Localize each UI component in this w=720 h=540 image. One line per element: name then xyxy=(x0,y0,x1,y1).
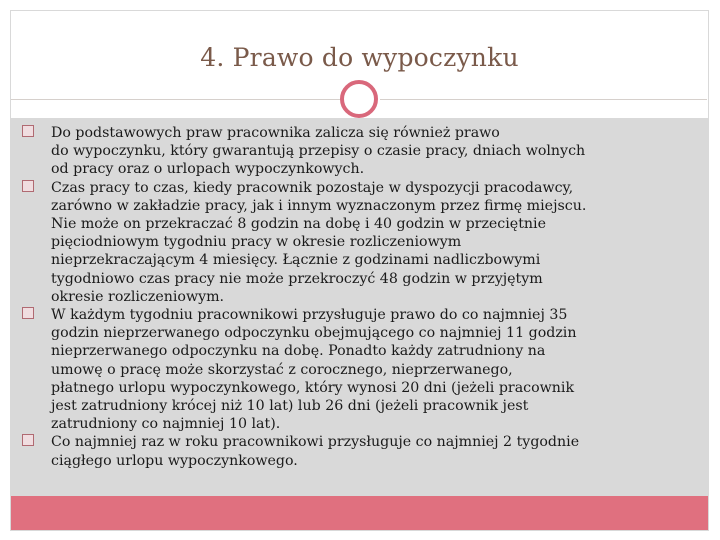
title-divider-right xyxy=(380,99,707,100)
box-bullet-icon xyxy=(22,307,34,319)
bullet-line: zarówno w zakładzie pracy, jak i innym wyznaczonym przez firmę miejscu. xyxy=(51,197,587,214)
bullet-line: nieprzekraczającym 4 miesięcy. Łącznie z godzinami nadliczbowymi xyxy=(51,252,541,269)
bullet-line: Co najmniej raz w roku pracownikowi przysługuje co najmniej 2 tygodnie xyxy=(51,434,580,451)
box-bullet-icon xyxy=(22,434,34,446)
bullet-item xyxy=(20,179,700,306)
bullet-line: Do podstawowych praw pracownika zalicza się również prawo xyxy=(51,125,500,141)
page-title: 4. Prawo do wypoczynku xyxy=(200,43,519,72)
box-bullet-icon xyxy=(22,180,34,192)
bullet-line: pięciodniowym tygodniu pracy w okresie rozliczeniowym xyxy=(51,234,462,251)
bullet-line: Czas pracy to czas, kiedy pracownik pozostaje w dyspozycji pracodawcy, xyxy=(51,179,574,196)
bullet-line: płatnego urlopu wypoczynkowego, który wynosi 20 dni (jeżeli pracownik xyxy=(51,379,575,396)
bullet-item xyxy=(20,124,700,179)
box-bullet-icon xyxy=(22,125,34,137)
bullet-line: tygodniowo czas pracy nie może przekroczyć 48 godzin w przyjętym xyxy=(51,270,543,287)
bullet-item xyxy=(20,306,700,433)
circle-ornament-icon xyxy=(340,80,378,118)
bullet-line: umowę o pracę może skorzystać z corocznego, nieprzerwanego, xyxy=(51,361,513,378)
bullet-item xyxy=(20,433,700,469)
bullet-line: ciągłego urlopu wypoczynkowego. xyxy=(51,452,298,469)
bullet-line: do wypoczynku, który gwarantują przepisy o czasie pracy, dniach wolnych xyxy=(51,143,586,160)
bullet-line: od pracy oraz o urlopach wypoczynkowych. xyxy=(51,161,365,178)
bottom-accent-band xyxy=(11,496,708,530)
bullet-line: okresie rozliczeniowym. xyxy=(51,288,225,305)
bullet-line: W każdym tygodniu pracownikowi przysługuje prawo do co najmniej 35 xyxy=(51,307,568,324)
bullet-line: jest zatrudniony krócej niż 10 lat) lub 26 dni (jeżeli pracownik jest xyxy=(51,398,529,415)
bullet-list xyxy=(20,124,700,470)
bullet-line: nieprzerwanego odpoczynku na dobę. Ponadto każdy zatrudniony na xyxy=(51,343,546,360)
bullet-line: zatrudniony co najmniej 10 lat). xyxy=(51,416,281,433)
title-divider-left xyxy=(11,99,341,100)
bullet-line: godzin nieprzerwanego odpoczynku obejmującego co najmniej 11 godzin xyxy=(51,325,577,342)
bullet-line: Nie może on przekraczać 8 godzin na dobę i 40 godzin w przeciętnie xyxy=(51,216,546,233)
